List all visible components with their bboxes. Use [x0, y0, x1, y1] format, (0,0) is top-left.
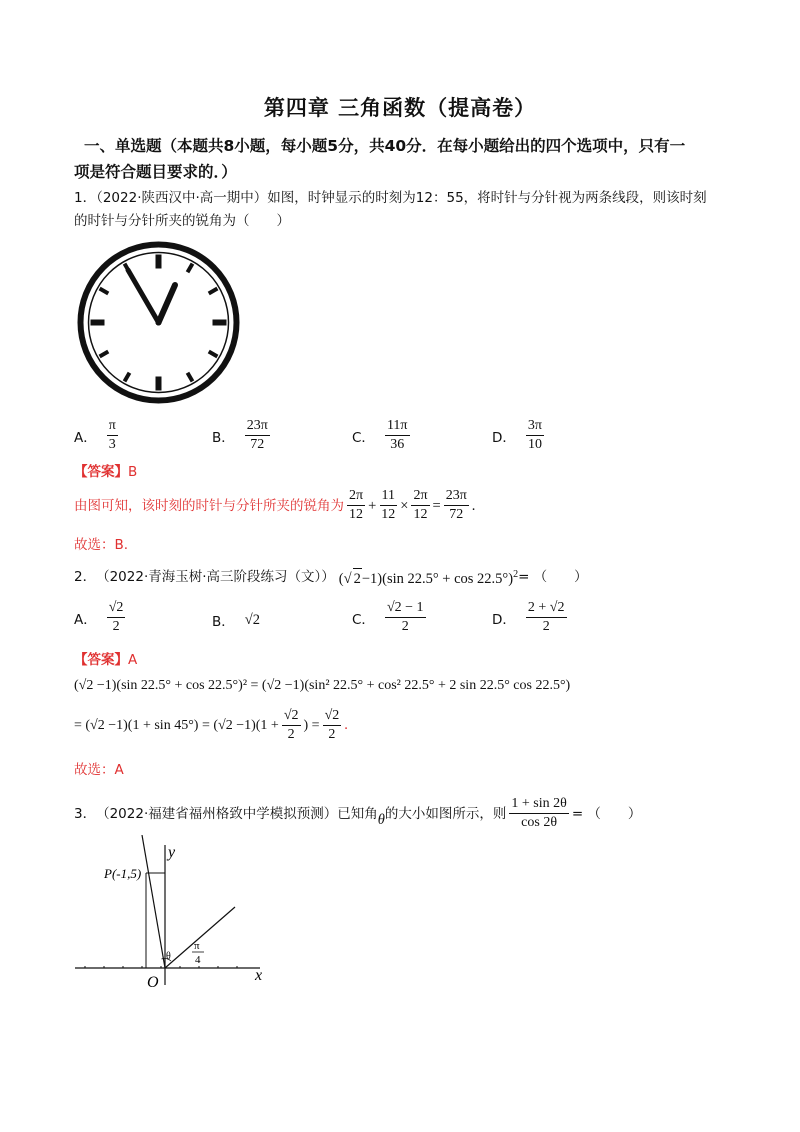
explanation-1: 由图可知，该时刻的时针与分针所夹的锐角为 $\frac{2\pi}{12}$ + $\frac{11}{12}$ × $\frac{2\pi}{12}$ = $\frac{23\pi}{72}$ . [74, 488, 476, 522]
x-axis-label: x [255, 967, 263, 984]
question-1-line2: 的时针与分针所夹的锐角为（ ） [74, 213, 290, 229]
angle-figure [70, 835, 280, 995]
option-d[interactable]: D． $\frac{2 + √2}{2}$ [492, 600, 565, 634]
option-a[interactable]: A． $\frac{√2}{2}$ [74, 600, 124, 634]
theta-label: θ [166, 951, 171, 962]
option-c[interactable]: C． $\frac{11\pi}{36}$ [352, 418, 408, 452]
solution-2-line1: (√2 −1)(sin 22.5° + cos 22.5°)² = (√2 −1)(sin² 22.5° + cos² 22.5° + 2 sin 22.5° cos 22.5°) [74, 678, 571, 693]
choose-2: 故选：A [74, 762, 124, 778]
choose-1: 故选：B. [74, 537, 129, 553]
clock-figure [76, 240, 241, 405]
question-number: 1． [74, 190, 97, 206]
solution-2-line2: = (√2 −1)(1 + sin 45°) = (√2 −1)(1 + $\frac{√2}{2}$ ) = $\frac{√2}{2}$ . [74, 708, 348, 742]
question-1-line1 [74, 188, 754, 208]
answer-1: 【答案】B [74, 464, 138, 480]
section-header-line1: 一、单选题（本题共8小题，每小题5分，共40分．在每小题给出的四个选项中，只有一 [84, 137, 686, 155]
origin-label: O [147, 974, 159, 991]
point-p-label: P(-1,5) [104, 866, 142, 881]
angle-num: π [194, 940, 200, 952]
option-d[interactable]: D． $\frac{3\pi}{10}$ [492, 418, 542, 452]
section-header-line2: 项是符合题目要求的．） [74, 163, 237, 181]
option-b[interactable]: B． $\frac{23\pi}{72}$ [212, 418, 268, 452]
question-text: 如图，时钟显示的时刻为12：55，将时针与分针视为两条线段，则该时刻 [267, 190, 707, 206]
fraction: $\frac{3\pi}{10}$ [527, 418, 542, 452]
fraction: $\frac{23\pi}{72}$ [246, 418, 268, 452]
fraction: $\frac{11\pi}{36}$ [386, 418, 408, 452]
ray-op [142, 835, 165, 968]
angle-den: 4 [195, 954, 201, 966]
answer-2: 【答案】A [74, 652, 138, 668]
question-source: （2022·陕西汉中·高一期中） [96, 190, 268, 206]
question-2: 2． （2022·青海玉树·高三阶段练习（文）） (√ 2−1)(sin 22.5° + cos 22.5°)$^2$ = （ ） [74, 568, 588, 587]
option-a[interactable]: A． $\frac{\pi}{3}$ [74, 418, 116, 452]
page-title: 第四章 三角函数（提高卷） [263, 96, 537, 120]
option-c[interactable]: C． $\frac{√2 - 1}{2}$ [352, 600, 424, 634]
y-axis-label: y [168, 844, 176, 861]
fraction: $\frac{\pi}{3}$ [108, 418, 116, 452]
option-b[interactable]: B． √2 [212, 611, 260, 630]
question-3: 3． （2022·福建省福州格致中学模拟预测） 已知角 θ 的大小如图所示，则 $\frac{1 + \sin 2\theta}{\cos 2\theta}$ = （ ） [74, 796, 642, 830]
